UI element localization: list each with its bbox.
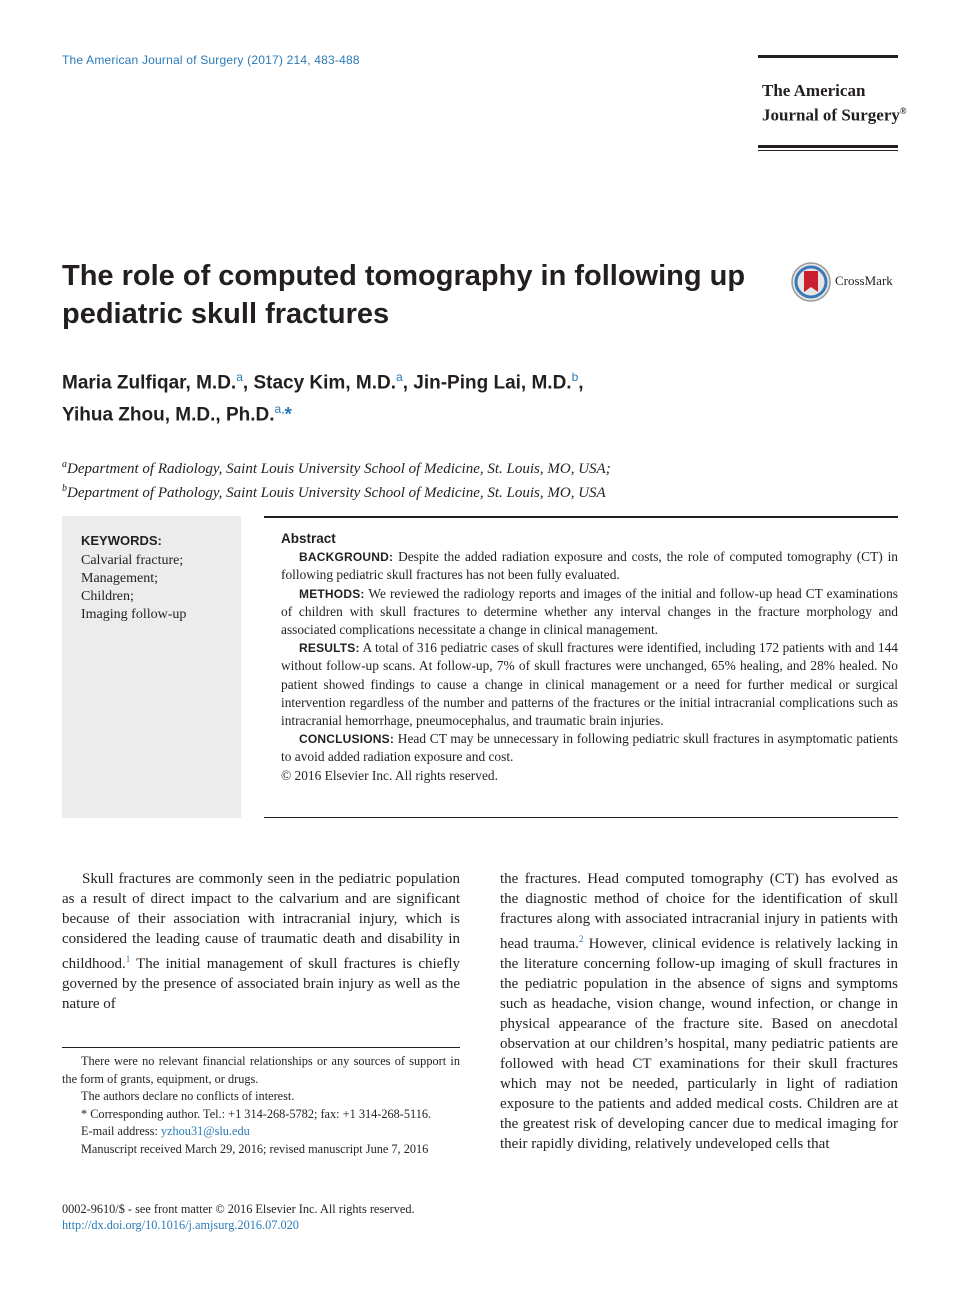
footnote-corresponding: * Corresponding author. Tel.: +1 314-268-5782; fax: +1 314-268-5116. — [81, 1106, 432, 1121]
footnotes — [62, 1053, 460, 1158]
abstract-conclusions: CONCLUSIONS: Head CT may be unnecessary in following pediatric skull fractures in asymptomatic patients to avoid added radiation exposure and cost. — [281, 731, 898, 765]
abstract-rule-bottom — [264, 817, 898, 818]
affiliations — [62, 455, 611, 503]
author-separator: , — [402, 372, 414, 394]
keywords-title: KEYWORDS: — [81, 533, 162, 548]
body-paragraph: Skull fractures are commonly seen in the pediatric population as a result of direct impact to the calvarium and are significant because of their association with intracranial injury, which is considered the leading cause of traumatic death and disability in childhood.$^1$ The initial management of skull fractures is chiefly governed by the presence of associated brain injury as well as the nature of — [62, 871, 460, 1012]
author-affiliation-mark[interactable]: a — [236, 370, 243, 384]
author-name: Stacy Kim, M.D. — [253, 372, 396, 394]
abstract-results: RESULTS: A total of 316 pediatric cases of skull fractures were identified, including 172 patients with and 144 without follow-up scans. At follow-up, 7% of skull fractures were unchanged, 65% healing, and 28% healed. No patient showed findings to cause a change in clinical management or a need for further medical or surgical intervention regardless of the number and patterns of the fractures or the initial intracranial complications such as intracranial hemorrhage, pneumocephalus, and traumatic brain injuries. — [281, 640, 898, 729]
abstract-rule-top — [264, 516, 898, 518]
body-column-right — [500, 869, 898, 1154]
article-title: The role of computed tomography in following up pediatric skull fractures — [62, 260, 746, 330]
abstract-copyright: © 2016 Elsevier Inc. All rights reserved. — [281, 767, 498, 783]
author-name: Yihua Zhou, M.D., Ph.D. — [62, 404, 275, 426]
affiliation-a: $^a$Department of Radiology, Saint Louis University School of Medicine, St. Louis, MO, USA; — [62, 459, 611, 477]
abstract-background: BACKGROUND: Despite the added radiation exposure and costs, the role of computed tomography (CT) in following pediatric skull fractures has not been fully evaluated. — [281, 549, 898, 583]
crossmark-badge[interactable] — [790, 261, 940, 303]
abstract-heading: Abstract — [281, 531, 336, 546]
footnote-manuscript-dates: Manuscript received March 29, 2016; revised manuscript June 7, 2016 — [81, 1141, 429, 1156]
keywords-list — [81, 552, 186, 624]
journal-name-line2: Journal of Surgery® — [762, 105, 907, 125]
keyword-item: Management; — [81, 571, 158, 586]
keyword-item: Children; — [81, 589, 134, 604]
affiliation-mark: b — [62, 483, 67, 494]
abstract-label: CONCLUSIONS: — [299, 732, 395, 747]
body-paragraph: the fractures. Head computed tomography (CT) has evolved as the diagnostic method of choice for the identification of skull fractures along with associated intracranial injury in patients with head trauma.$^2$ However, clinical evidence is relatively lacking in the literature concerning follow-up imaging of skull fractures in the pediatric population in the absence of signs and symptoms such as headache, vision change, wound infection, or change in physical appearance of the fracture site. Based on anecdotal observation at our children’s hospital, many pediatric patients are followed with head CT examinations for their skull fractures which may not be needed, particularly in light of radiation exposure to the patients and added medical costs. Children are at the greatest risk of developing cancer due to medical imaging for their rapidly dividing, relatively undeveloped cells that — [500, 871, 898, 1152]
footnote-email: E-mail address: yzhou31@slu.edu — [81, 1124, 250, 1138]
corresponding-author-mark[interactable]: * — [284, 404, 292, 426]
reference-link[interactable]: 1 — [125, 954, 131, 964]
abstract — [281, 530, 898, 785]
abstract-methods: METHODS: We reviewed the radiology reports and images of the initial and follow-up head CT examinations of children with skull fractures to determine whether any interval changes in the fracture morphology and associated complications necessitate a change in clinical management. — [281, 585, 898, 638]
issn-line: 0002-9610/$ - see front matter © 2016 Elsevier Inc. All rights reserved. — [62, 1202, 415, 1216]
author-separator: , — [578, 372, 584, 394]
affiliation-mark: a — [62, 459, 67, 470]
keyword-item: Imaging follow-up — [81, 607, 187, 622]
abstract-label: RESULTS: — [299, 641, 360, 656]
author-list — [62, 364, 762, 429]
author-separator: , — [242, 372, 254, 394]
author-affiliation-mark[interactable]: a, — [274, 402, 285, 417]
abstract-label: METHODS: — [299, 586, 365, 601]
email-link[interactable]: yzhou31@slu.edu — [160, 1124, 250, 1138]
registered-mark: ® — [899, 106, 907, 116]
keywords-box — [62, 516, 241, 818]
author-affiliation-mark[interactable]: a — [396, 370, 403, 384]
journal-logo-text — [762, 80, 907, 126]
bottom-info — [62, 1201, 415, 1233]
crossmark-icon — [790, 261, 832, 303]
footnote-conflicts: The authors declare no conflicts of interest. — [81, 1089, 295, 1103]
crossmark-label: CrossMark — [835, 273, 893, 288]
keyword-item: Calvarial fracture; — [81, 553, 184, 568]
affiliation-b: $^b$Department of Pathology, Saint Louis University School of Medicine, St. Louis, MO, USA — [62, 483, 606, 501]
author-affiliation-mark[interactable]: b — [571, 370, 579, 384]
author-name: Jin-Ping Lai, M.D. — [413, 372, 572, 394]
reference-link[interactable]: 2 — [578, 934, 584, 944]
footnote-rule — [62, 1047, 460, 1048]
journal-rule-top — [758, 55, 898, 58]
author-name: Maria Zulfiqar, M.D. — [62, 372, 237, 394]
body-column-left — [62, 869, 460, 1014]
journal-rule-bottom — [758, 145, 898, 148]
doi-link[interactable]: http://dx.doi.org/10.1016/j.amjsurg.2016.07.020 — [62, 1218, 299, 1232]
journal-rule-bottom-thin — [758, 150, 898, 151]
footnote-funding: There were no relevant financial relationships or any sources of support in the form of grants, equipment, or drugs. — [62, 1054, 460, 1086]
journal-citation: The American Journal of Surgery (2017) 214, 483-488 — [62, 53, 360, 67]
journal-name-line1: The American — [762, 81, 866, 100]
abstract-label: BACKGROUND: — [299, 550, 394, 565]
